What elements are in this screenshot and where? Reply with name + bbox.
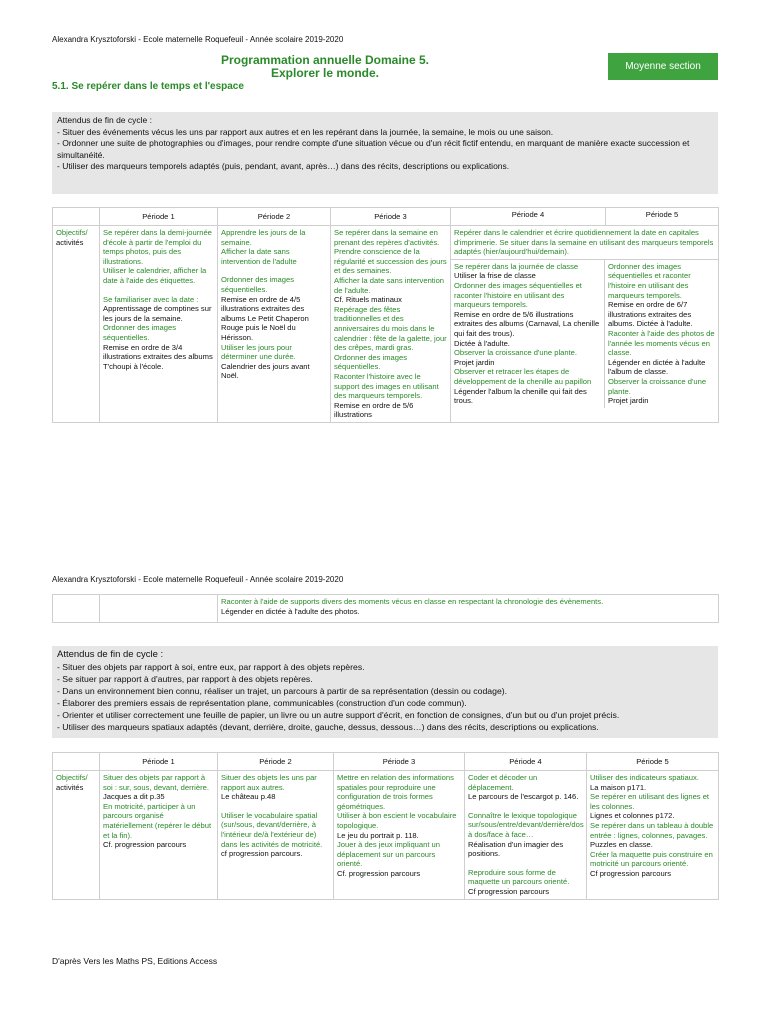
table-header-cell: Période 4: [451, 208, 606, 225]
table-header-row: [53, 753, 719, 771]
cell-paragraph: Réalisation d'un imagier des positions.: [468, 839, 564, 859]
cell-paragraph: Situer des objets par rapport à soi : sur, sous, devant, derrière.: [103, 773, 209, 792]
cell-paragraph: Mettre en relation des informations spatiales pour reproduire une configuration de trois formes géométriques.: [337, 773, 454, 811]
cell-paragraph: Ordonner des images séquentielles et raconter l'histoire en utilisant des marqueurs temporels.: [608, 261, 691, 300]
cell-paragraph: Remise en ordre de 6/7 illustrations extraites des albums. Dictée à l'adulte.: [608, 300, 693, 329]
attendus-line: - Se situer par rapport à d'autres, par rapport à des objets repères.: [57, 674, 313, 684]
table-header-cell: Période 2: [218, 753, 334, 771]
cell-paragraph: Se repérer dans la journée de classe: [454, 261, 579, 271]
table-header-split: [451, 208, 719, 226]
section-badge: Moyenne section: [608, 53, 718, 80]
cell-paragraph: Se repérer dans un tableau à double entrée : lignes, colonnes, pavages.: [590, 820, 714, 840]
cell-periode-4-5: [451, 226, 719, 423]
cell-paragraph: Le château p.48: [221, 792, 276, 802]
table-header-cell: Période 3: [331, 208, 451, 226]
cell-periode-3: [331, 226, 451, 423]
title-line-1: Programmation annuelle Domaine 5.: [220, 53, 430, 67]
cell-paragraph: Afficher la date sans intervention de l'adulte.: [334, 275, 445, 295]
page-header: Alexandra Krysztoforski - Ecole maternelle Roquefeuil - Année scolaire 2019-2020: [52, 35, 344, 44]
cell-paragraph: Remise en ordre de 5/6 illustrations extraites des albums (Carnaval, La chenille qui fait des trous).: [454, 309, 600, 338]
row-label: Objectifs/: [56, 773, 88, 782]
attendus-box-time: [52, 112, 718, 194]
cell-paragraph: Cf progression parcours: [590, 868, 672, 878]
attendus-line: - Dans un environnement bien connu, réaliser un trajet, un parcours à partir de sa représentation (dessin ou codage).: [57, 686, 508, 696]
cell-paragraph: Dictée à l'adulte.: [454, 338, 510, 348]
cell-paragraph: Cf. Rituels matinaux: [334, 295, 402, 305]
attendus-line: - Orienter et utiliser correctement une feuille de papier, un livre ou un autre support d'écrit, en fonction de consignes, d'un but ou d'un projet précis.: [57, 710, 620, 720]
spacer: [468, 802, 583, 811]
attendus-line: - Situer des objets par rapport à soi, entre eux, par rapport à des objets repères.: [57, 662, 365, 672]
cell-periode-5: [605, 260, 718, 408]
cell-paragraph: Ordonner des images séquentielles.: [221, 275, 295, 294]
table-header-cell: Période 3: [334, 753, 465, 771]
table-header-cell: Période 4: [465, 753, 587, 771]
shared-objective: Repérer dans le calendrier et écrire quotidiennement la date en capitales d'imprimerie. Se situer dans la semaine en utilisant des marqueurs temporels adaptés (hier/aujourd'hui/demain).: [451, 226, 718, 260]
cell-paragraph: Se familiariser avec la date :: [103, 294, 199, 304]
cell-periode-1: [100, 226, 218, 423]
cell-paragraph: Le jeu du portrait p. 118.: [337, 830, 419, 840]
cell-paragraph: Ordonner des images séquentielles.: [334, 352, 408, 372]
cell-paragraph: Utiliser la frise de classe: [454, 271, 536, 281]
cell-periode-4: [451, 260, 605, 408]
table-header-cell: Période 5: [587, 753, 719, 771]
continuation-table: [52, 594, 719, 623]
attendus-box-space: [52, 646, 718, 738]
table-header-cell: Période 1: [100, 753, 218, 771]
cell-paragraph: Remise en ordre de 4/5 illustrations extraites des albums Le Petit Chaperon Rouge puis le Noël du Hérisson.: [221, 294, 309, 342]
table-header-cell: Période 2: [218, 208, 331, 226]
cell-paragraph: Légender en dictée à l'adulte l'album de classe.: [608, 357, 706, 377]
attendus-line: Attendus de fin de cycle :: [57, 115, 152, 125]
cell-paragraph: Connaître le lexique topologique sur/sous/entre/devant/derrière/dos à dos/face à face…: [468, 810, 584, 839]
cell-paragraph: Remise en ordre de 3/4 illustrations extraites des albums T'choupi à l'école.: [103, 342, 213, 371]
cell-paragraph: Se repérer dans la semaine en prenant des repères d'activités.: [334, 228, 440, 247]
cell-paragraph: Se repérer dans la demi-journée d'école à partir de l'emploi du temps photos, puis des illustrations.: [103, 228, 212, 266]
cell-paragraph: Reproduire sous forme de maquette un parcours orienté.: [468, 867, 570, 887]
table-header-cell: [53, 753, 100, 771]
spacer: [103, 286, 214, 295]
title-line-2: Explorer le monde.: [270, 66, 380, 80]
continuation-text: Légender en dictée à l'adulte des photos.: [221, 606, 360, 616]
row-label: Objectifs/: [56, 228, 88, 237]
attendus-line: - Utiliser des marqueurs spatiaux adaptés (devant, derrière, droite, gauche, dessus, dessous…) dans des récits, descriptions ou explications.: [57, 722, 599, 732]
source-footer: D'après Vers les Maths PS, Editions Access: [52, 956, 218, 966]
cell-paragraph: Utiliser le vocabulaire spatial (sur/sous, devant/derrière, à l'intérieur de/à l'extérieur de) dans les activités de motricité.: [221, 810, 323, 849]
cell-paragraph: Raconter l'histoire avec le support des images en utilisant des marqueurs temporels.: [334, 371, 439, 401]
row-label-cell: [53, 226, 100, 423]
cell-paragraph: Observer la croissance d'une plante.: [454, 348, 578, 358]
cell-paragraph: Utiliser des indicateurs spatiaux.: [590, 773, 699, 782]
table-header-row: [53, 208, 719, 226]
section-subtitle: 5.1. Se repérer dans le temps et l'espace: [52, 81, 244, 92]
table-row: [53, 771, 719, 900]
cell-paragraph: Observer et retracer les étapes de développement de la chenille au papillon: [454, 367, 592, 386]
cell-paragraph: Calendrier des jours avant Noël.: [221, 361, 310, 381]
empty-cell: [53, 595, 100, 623]
continuation-text: Raconter à l'aide de supports divers des moments vécus en classe en respectant la chronologie des évènements.: [221, 597, 604, 606]
cell-paragraph: Cf. progression parcours: [103, 840, 187, 850]
cell-paragraph: Remise en ordre de 5/6 illustrations: [334, 400, 414, 420]
cell-paragraph: Afficher la date sans intervention de l'adulte: [221, 247, 297, 266]
cell-periode-3: [334, 771, 465, 900]
cell-paragraph: Légender l'album la chenille qui fait des trous.: [454, 386, 587, 406]
programme-table-time: [52, 207, 719, 423]
continuation-cell: [218, 595, 719, 623]
cell-paragraph: Projet jardin: [608, 396, 649, 406]
page-title: [200, 54, 450, 80]
cell-periode-1: [100, 771, 218, 900]
cell-paragraph: Jouer à des jeux impliquant un déplacement sur un parcours orienté.: [337, 840, 441, 869]
table-header-cell: [53, 208, 100, 226]
cell-paragraph: Utiliser les jours pour déterminer une durée.: [221, 342, 296, 362]
cell-paragraph: Cf progression parcours: [468, 886, 550, 896]
cell-paragraph: Cf. progression parcours: [337, 868, 421, 878]
cell-paragraph: cf progression parcours.: [221, 849, 303, 859]
attendus-line: - Élaborer des premiers essais de représentation plane, communicables (construction d'un code commun).: [57, 698, 467, 708]
programme-table-space: [52, 752, 719, 900]
spacer: [221, 802, 330, 811]
cell-periode-5: [587, 771, 719, 900]
cell-paragraph: Raconter à l'aide des photos de l'année les moments vécus en classe.: [608, 328, 715, 358]
cell-paragraph: Jacques a dit p.35: [103, 792, 165, 802]
cell-paragraph: Repérage des fêtes traditionnelles et des anniversaires du mois dans le calendrier : fête de la galette, jour des crêpes, mardi gras.: [334, 304, 447, 353]
cell-paragraph: Apprentissage de comptines sur les jours de la semaine.: [103, 304, 212, 323]
cell-paragraph: La maison p171.: [590, 782, 647, 792]
cell-paragraph: En motricité, participer à un parcours organisé matériellement (repérer le début et la fin).: [103, 801, 212, 840]
cell-paragraph: Ordonner des images séquentielles et raconter l'histoire en utilisant des marqueurs temporels.: [454, 280, 582, 310]
cell-paragraph: Projet jardin: [454, 357, 495, 367]
attendus-line: - Ordonner une suite de photographies ou d'images, pour rendre compte d'une situation vécue ou d'un récit fictif entendu, en marquant de manière exacte succession et: [57, 138, 690, 148]
spacer: [221, 266, 327, 275]
cell-periode-4: [465, 771, 587, 900]
attendus-line: Attendus de fin de cycle :: [57, 649, 164, 660]
cell-paragraph: Coder et décoder un déplacement.: [468, 773, 538, 792]
cell-paragraph: Ordonner des images séquentielles.: [103, 323, 177, 342]
cell-paragraph: Créer la maquette puis construire en motricité un parcours orienté.: [590, 849, 713, 869]
attendus-line: - Utiliser des marqueurs temporels adaptés (puis, pendant, avant, après…) dans des récits, descriptions ou explications.: [57, 161, 510, 171]
attendus-line: simultanéité.: [57, 149, 105, 160]
table-row: [53, 595, 719, 623]
row-label: activités: [56, 782, 84, 792]
cell-paragraph: Utiliser à bon escient le vocabulaire topologique.: [337, 811, 457, 830]
row-label: activités: [56, 237, 84, 247]
cell-periode-2: [218, 771, 334, 900]
page-header: Alexandra Krysztoforski - Ecole maternelle Roquefeuil - Année scolaire 2019-2020: [52, 575, 344, 584]
table-row: [53, 226, 719, 423]
table-header-cell: Période 5: [645, 210, 679, 219]
cell-paragraph: Observer la croissance d'une plante.: [608, 376, 707, 396]
cell-paragraph: Le parcours de l'escargot p. 146.: [468, 792, 579, 802]
cell-paragraph: Apprendre les jours de la semaine.: [221, 228, 306, 247]
spacer: [468, 859, 583, 868]
cell-paragraph: Lignes et colonnes p172.: [590, 811, 675, 821]
row-label-cell: [53, 771, 100, 900]
table-header-cell: Période 1: [100, 208, 218, 226]
cell-periode-2: [218, 226, 331, 423]
cell-paragraph: Se repérer en utilisant des lignes et les colonnes.: [590, 792, 710, 811]
cell-paragraph: Utiliser le calendrier, afficher la date à l'aide des étiquettes.: [103, 266, 207, 285]
attendus-line: - Situer des événements vécus les uns par rapport aux autres et en les repérant dans la journée, la semaine, le mois ou une saison.: [57, 126, 554, 137]
empty-cell: [100, 595, 218, 623]
cell-paragraph: Puzzles en classe.: [590, 840, 653, 850]
cell-paragraph: Prendre conscience de la régularité et succession des jours et des semaines.: [334, 247, 447, 276]
cell-paragraph: Situer des objets les uns par rapport aux autres.: [221, 773, 317, 792]
